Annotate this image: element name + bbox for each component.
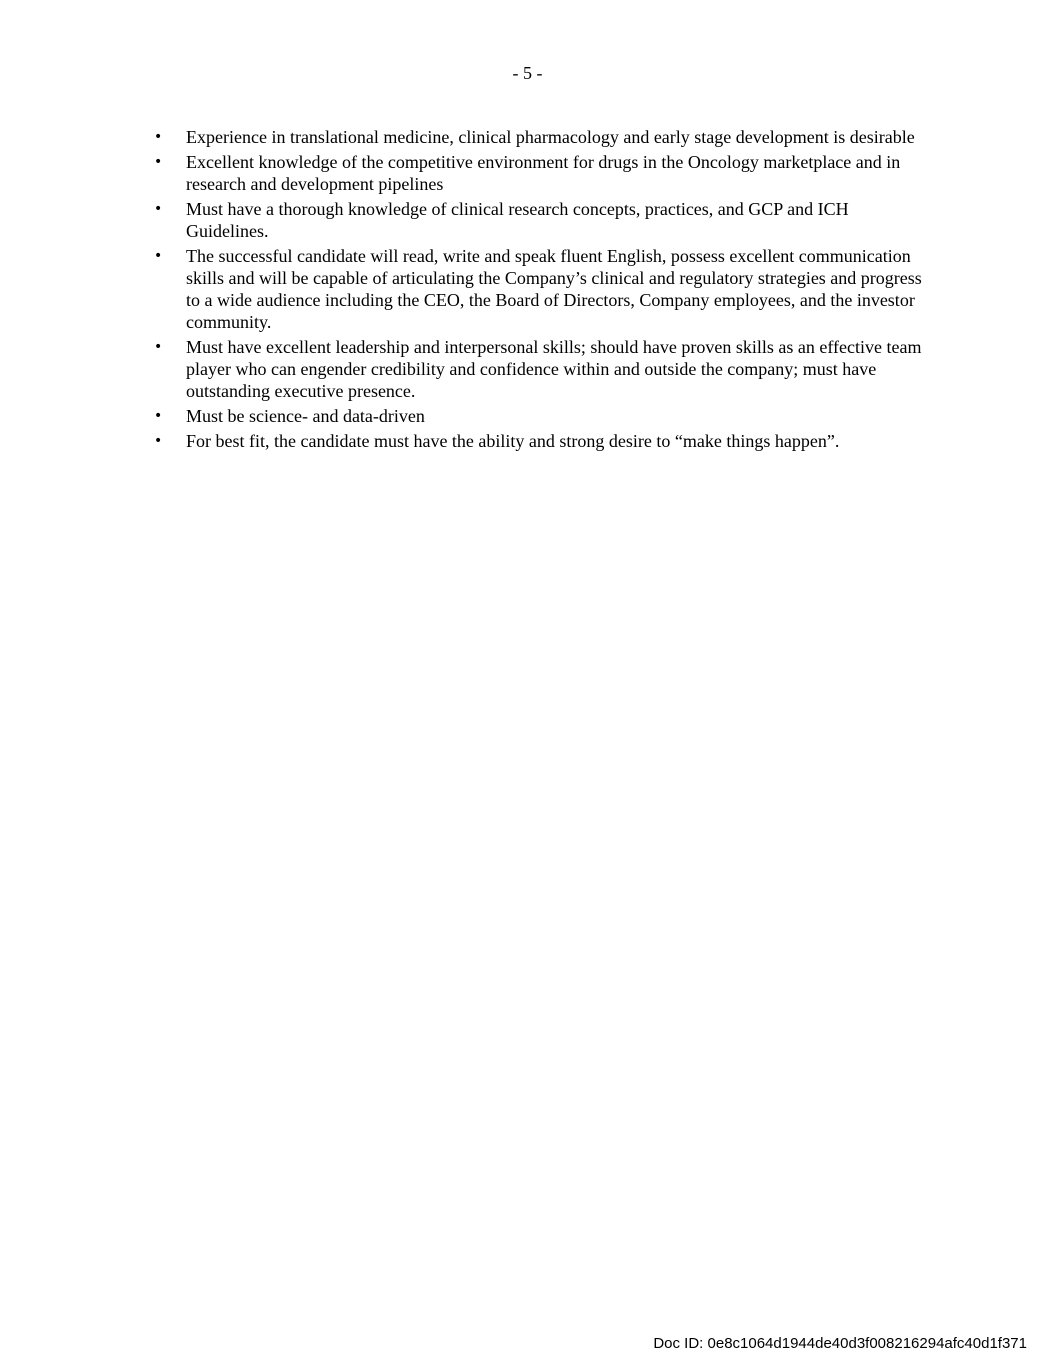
list-item-text: For best fit, the candidate must have the ability and strong desire to “make things happen”. (186, 431, 840, 451)
bullet-icon: • (154, 154, 163, 170)
list-item (154, 430, 924, 452)
list-item (154, 245, 924, 333)
list-item-text: Excellent knowledge of the competitive environment for drugs in the Oncology marketplace and in research and development pipelines (186, 152, 901, 194)
list-item (154, 126, 924, 148)
doc-id-footer: Doc ID: 0e8c1064d1944de40d3f008216294afc40d1f371 (653, 1335, 1027, 1352)
bullet-icon: • (154, 408, 163, 424)
bullet-icon: • (154, 248, 163, 264)
list-item (154, 198, 924, 242)
bullet-icon: • (154, 433, 163, 449)
list-item (154, 405, 924, 427)
bullet-icon: • (154, 201, 163, 217)
requirements-list (154, 126, 924, 455)
bullet-icon: • (154, 339, 163, 355)
list-item (154, 151, 924, 195)
list-item-text: Must be science- and data-driven (186, 406, 425, 426)
page-number: - 5 - (512, 63, 543, 83)
list-item-text: The successful candidate will read, write and speak fluent English, possess excellent communication skills and will be capable of articulating the Company’s clinical and regulatory strategies and progress to a wide audience including the CEO, the Board of Directors, Company employees, and the investor community. (186, 246, 922, 332)
list-item-text: Experience in translational medicine, clinical pharmacology and early stage development is desirable (186, 127, 915, 147)
list-item (154, 336, 924, 402)
bullet-icon: • (154, 129, 163, 145)
list-item-text: Must have excellent leadership and interpersonal skills; should have proven skills as an effective team player who can engender credibility and confidence within and outside the company; must have outstanding executive presence. (186, 337, 922, 401)
list-item-text: Must have a thorough knowledge of clinical research concepts, practices, and GCP and ICH Guidelines. (186, 199, 849, 241)
